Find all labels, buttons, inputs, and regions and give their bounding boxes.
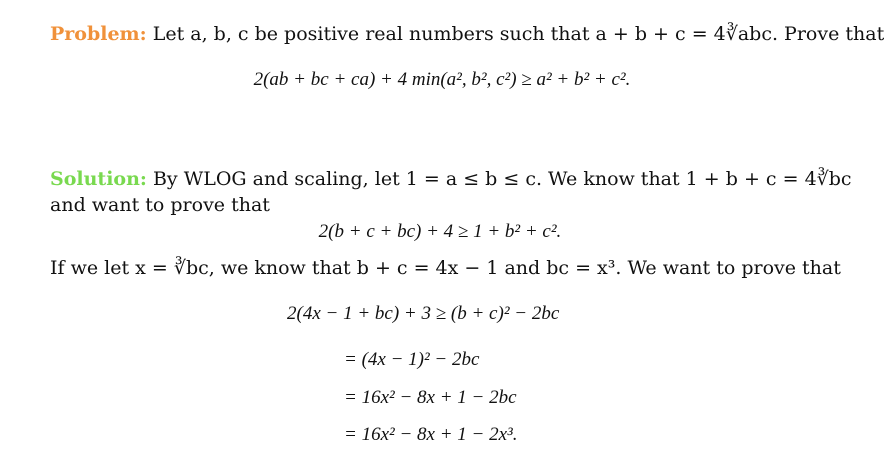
equation-row-4: = 16x² − 8x + 1 − 2x³. [344, 424, 518, 445]
problem-statement [50, 25, 884, 44]
equation-row-2: = (4x − 1)² − 2bc [344, 349, 480, 370]
solution-inequality-1: 2(b + c + bc) + 4 ≥ 1 + b² + c². [318, 221, 562, 242]
solution-label: Solution: [50, 168, 147, 190]
equation-row-1: 2(4x − 1 + bc) + 3 ≥ (b + c)² − 2bc [287, 303, 560, 324]
solution-text-1: By WLOG and scaling, let 1 = a ≤ b ≤ c. We know that 1 + b + c = 4∛bc [152, 168, 852, 190]
solution-line-3: If we let x = ∛bc, we know that b + c = 4x − 1 and bc = x³. We want to prove that [50, 257, 841, 279]
equation-row-3: = 16x² − 8x + 1 − 2bc [344, 387, 517, 408]
problem-label: Problem: [50, 23, 147, 45]
problem-inequality: 2(ab + bc + ca) + 4 min(a², b², c²) ≥ a² + b² + c². [253, 69, 631, 90]
problem-text: Let a, b, c be positive real numbers such that a + b + c = 4∛abc. Prove that [152, 23, 884, 45]
solution-line-2: and want to prove that [50, 194, 270, 216]
solution-line-1 [50, 170, 852, 189]
